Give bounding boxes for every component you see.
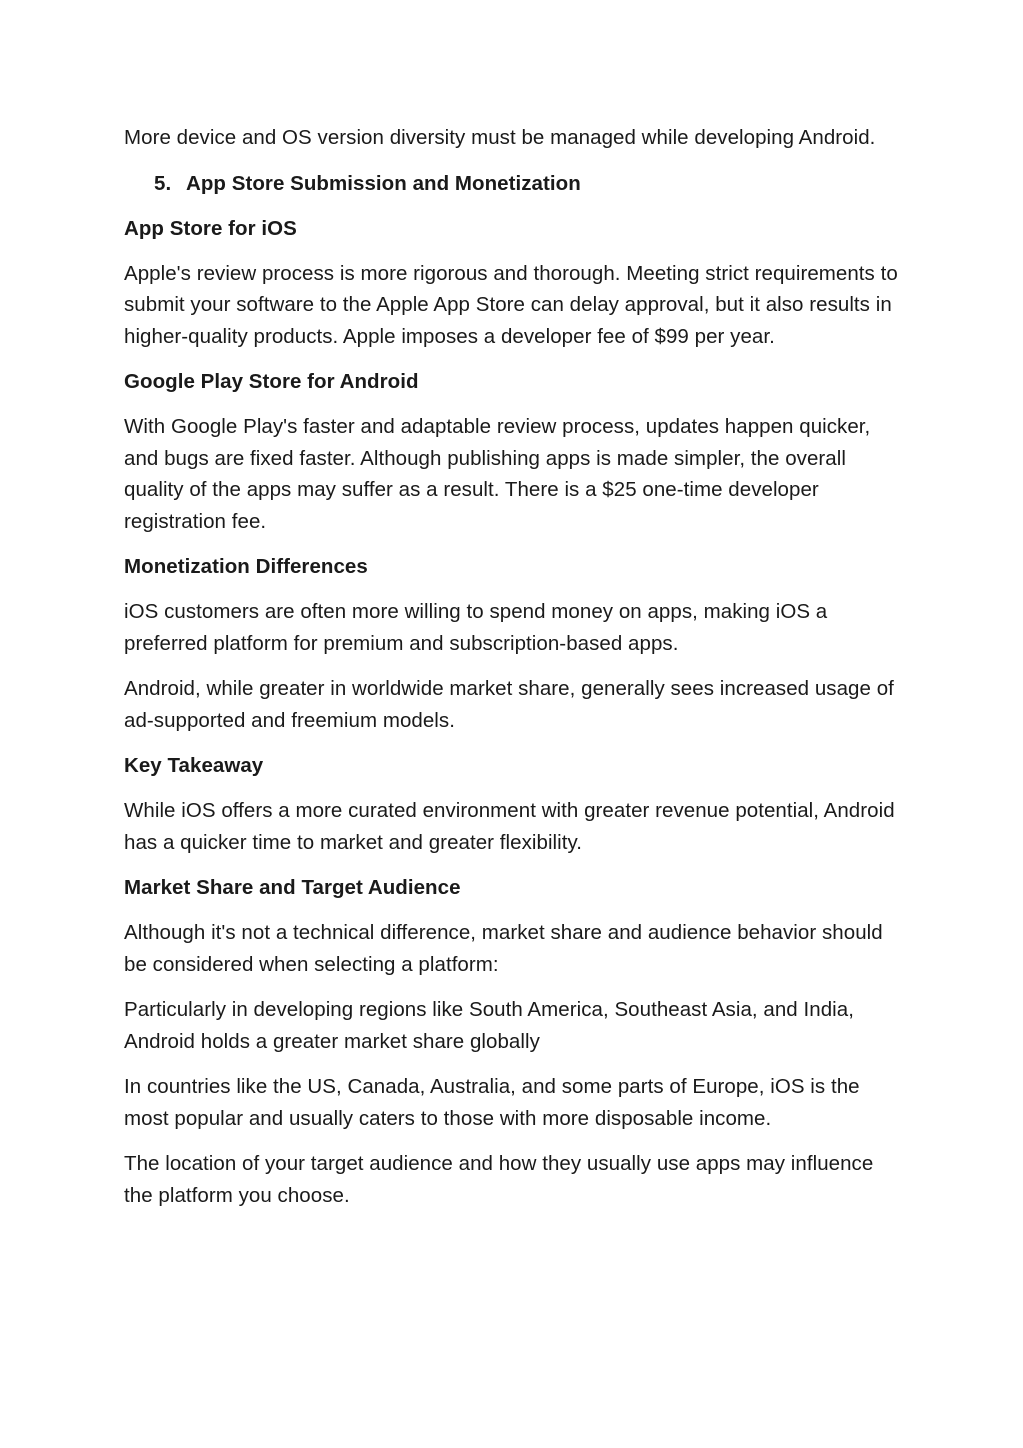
paragraph-market-ios: In countries like the US, Canada, Australia, and some parts of Europe, iOS is the most popular and usually caters to those with more disposable income. <box>124 1075 860 1130</box>
paragraph-key-takeaway: While iOS offers a more curated environment with greater revenue potential, Android has a quicker time to market and greater flexibility. <box>124 799 895 854</box>
paragraph-monetization-android: Android, while greater in worldwide market share, generally sees increased usage of ad-supported and freemium models. <box>124 677 894 732</box>
section-heading <box>154 168 904 199</box>
paragraph-market-intro: Although it's not a technical difference, market share and audience behavior should be considered when selecting a platform: <box>124 921 883 976</box>
section-number: 5. <box>154 171 172 195</box>
heading-market-share: Market Share and Target Audience <box>124 876 461 899</box>
section-title: App Store Submission and Monetization <box>186 171 581 195</box>
heading-google-play: Google Play Store for Android <box>124 370 419 393</box>
intro-paragraph: More device and OS version diversity must be managed while developing Android. <box>124 126 876 149</box>
paragraph-market-android: Particularly in developing regions like South America, Southeast Asia, and India, Android holds a greater market share globally <box>124 998 854 1053</box>
heading-monetization: Monetization Differences <box>124 555 368 578</box>
document-page <box>124 122 904 1225</box>
heading-key-takeaway: Key Takeaway <box>124 754 264 777</box>
paragraph-market-conclusion: The location of your target audience and how they usually use apps may influence the platform you choose. <box>124 1152 874 1207</box>
paragraph-app-store-ios: Apple's review process is more rigorous and thorough. Meeting strict requirements to submit your software to the Apple App Store can delay approval, but it also results in higher-quality products. Apple imposes a developer fee of $99 per year. <box>124 261 898 348</box>
paragraph-google-play: With Google Play's faster and adaptable review process, updates happen quicker, and bugs are fixed faster. Although publishing apps is made simpler, the overall quality of the apps may suffer as a result. There is a $25 one-time developer registration fee. <box>124 415 871 533</box>
heading-app-store-ios: App Store for iOS <box>124 216 297 240</box>
paragraph-monetization-ios: iOS customers are often more willing to spend money on apps, making iOS a preferred platform for premium and subscription-based apps. <box>124 600 828 655</box>
